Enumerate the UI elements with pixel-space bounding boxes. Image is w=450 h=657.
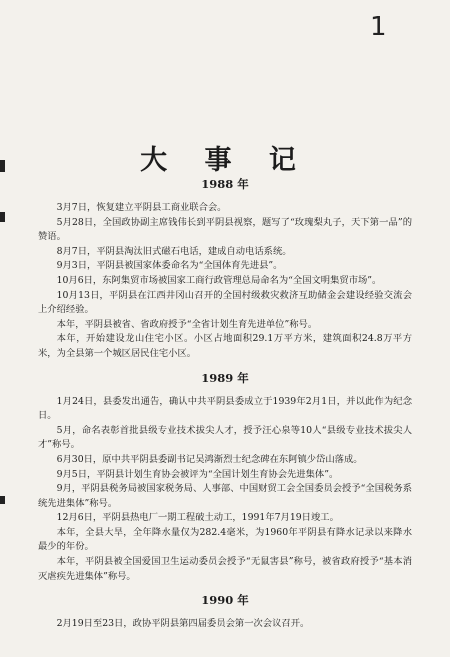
- entry-paragraph: 10月6日，东阿集贸市场被国家工商行政管理总局命名为“全国文明集贸市场”。: [56, 274, 382, 286]
- scan-edge-mark: [0, 496, 5, 504]
- page-number: 1: [370, 12, 387, 42]
- entry-paragraph: 10月13日，平阴县在江西井冈山召开的全国村级救灾救济互助储金会建设经验交流会上介绍经验。: [38, 289, 412, 316]
- entry-paragraph: 2月19日至23日，政协平阴县第四届委员会第一次会议召开。: [56, 618, 310, 630]
- entry-paragraph: 本年，全县大旱，全年降水量仅为282.4毫米，为1960年平阴县有降水记录以来降水最少的年份。: [38, 526, 412, 553]
- entry-paragraph: 本年，开始建设龙山住宅小区。小区占地面积29.1万平方米，建筑面积24.8万平方米，为全县第一个城区居民住宅小区。: [38, 333, 412, 359]
- entry-paragraph: 9月5日，平阴县计划生育协会被评为“全国计划生育协会先进集体”。: [56, 468, 339, 480]
- entry-paragraph: 12月6日，平阴县热电厂一期工程破土动工，1991年7月19日竣工。: [56, 512, 339, 524]
- entry-paragraph: 6月30日，原中共平阴县委副书记吴鸿渐烈士纪念碑在东阿镇少岱山落成。: [56, 453, 363, 465]
- year-heading: 1990 年: [201, 593, 249, 608]
- entry-paragraph: 本年，平阴县被全国爱国卫生运动委员会授予“无鼠害县”称号，被省政府授予“基本消灭虐疾先进集体”称号。: [38, 556, 412, 582]
- entry-paragraph: 9月，平阴县税务局被国家税务局、人事部、中国财贸工会全国委员会授予“全国税务系统先进集体”称号。: [38, 483, 412, 509]
- year-heading: 1989 年: [201, 370, 249, 385]
- entry-paragraph: 5月，命名表彰首批县级专业技术拔尖人才，授予汪心泉等10人“县级专业技术拔尖人才”称号。: [38, 424, 412, 451]
- scan-edge-mark: [0, 212, 5, 222]
- page-title: 大 事 记: [140, 145, 310, 177]
- entry-paragraph: 本年，平阴县被省、省政府授予“全省计划生育先进单位”称号。: [56, 318, 318, 330]
- entry-paragraph: 9月3日，平阴县被国家体委命名为“全国体育先进县”。: [56, 260, 283, 272]
- year-heading: 1988 年: [201, 177, 249, 191]
- entry-paragraph: 1月24日，县委发出通告，确认中共平阴县委成立于1939年2月1日，并以此作为纪念日。: [38, 395, 412, 422]
- chronicle-body: [38, 176, 412, 632]
- entry-paragraph: 5月28日，全国政协副主席钱伟长到平阴县视察，题写了“玫瑰梨丸子，天下第一品”的赞语。: [38, 216, 412, 243]
- entry-paragraph: 8月7日，平阴县淘汰旧式磁石电话，建成自动电话系统。: [56, 245, 292, 257]
- entry-paragraph: 3月7日，恢复建立平阴县工商业联合会。: [56, 202, 227, 213]
